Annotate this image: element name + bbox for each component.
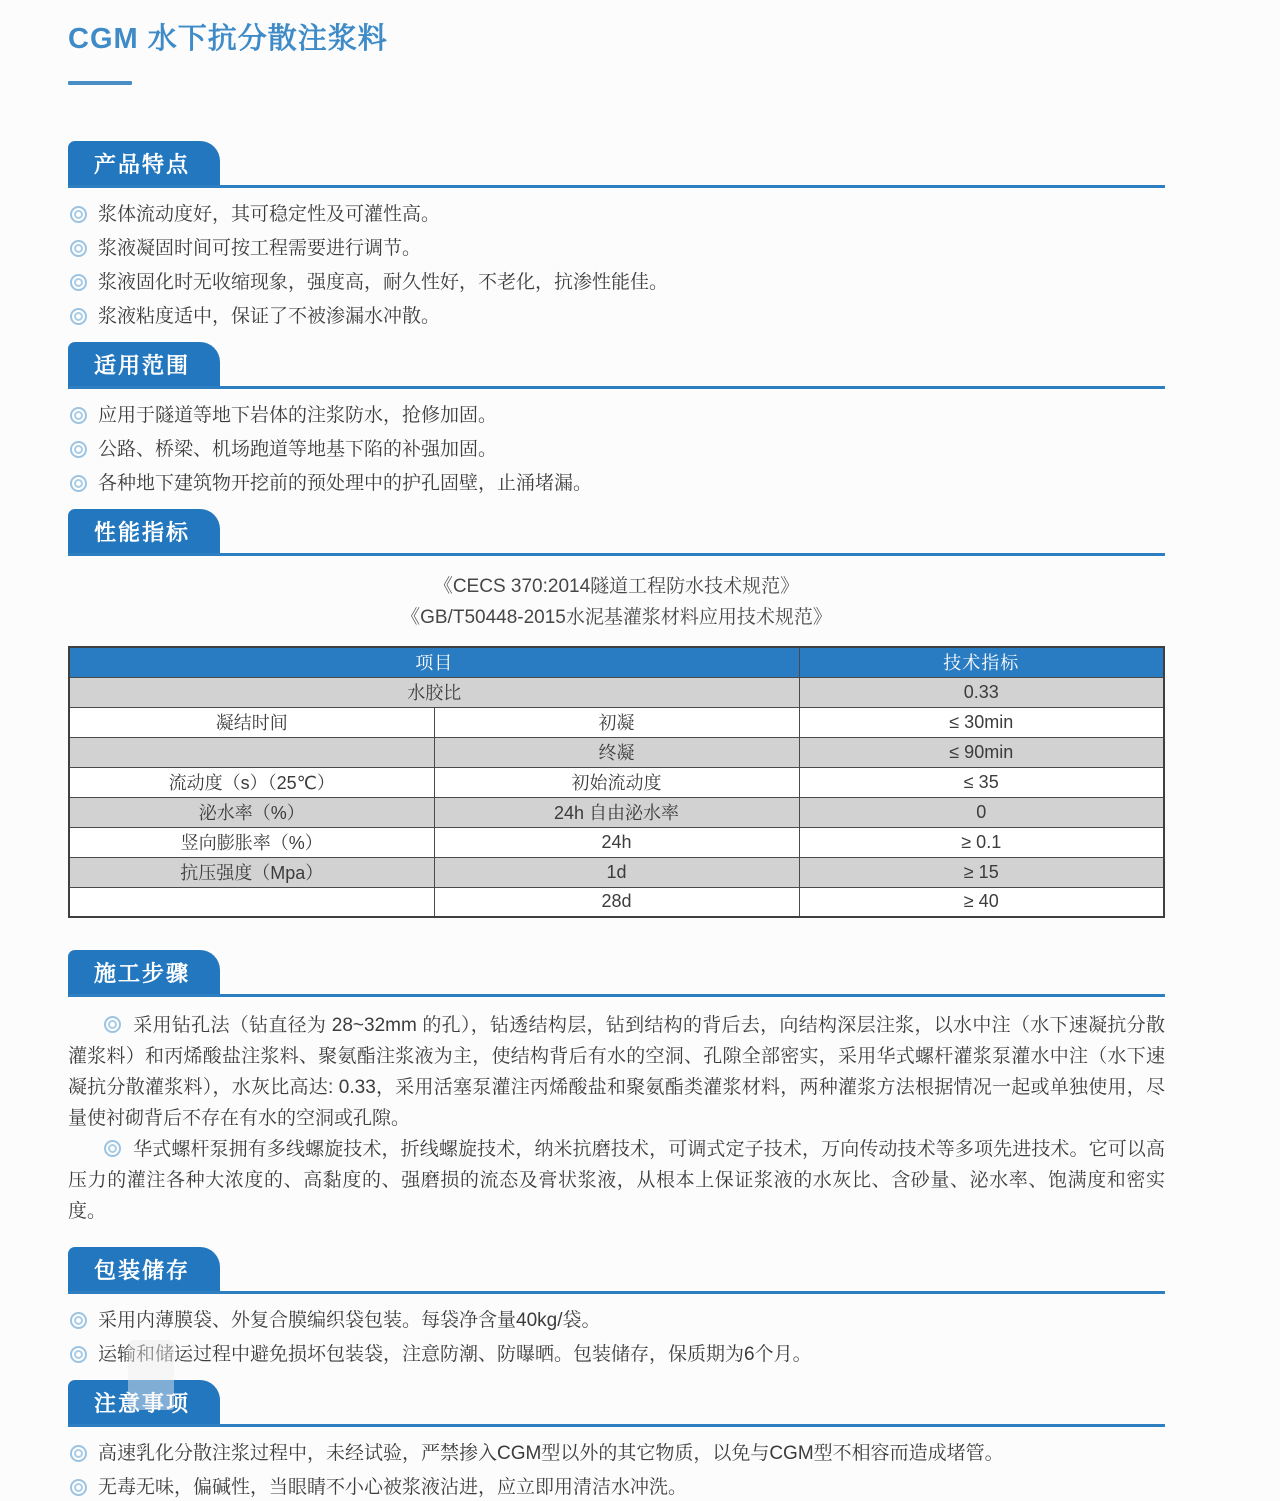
list-item [68, 1441, 1165, 1467]
table-row [69, 887, 1164, 917]
table-cell: ≤ 90min [799, 737, 1164, 767]
list-item [68, 270, 1165, 296]
bullseye-bullet-icon [70, 206, 87, 223]
list-item [68, 236, 1165, 262]
list-item-text: 运输和储运过程中避免损坏包装袋，注意防潮、防曝晒。包装储存，保质期为6个月。 [98, 1344, 812, 1365]
standard-reference-line: 《CECS 370:2014隧道工程防水技术规范》 [433, 576, 800, 597]
table-cell: ≥ 15 [799, 857, 1164, 887]
list-item [68, 1475, 1165, 1501]
list-item-text: 高速乳化分散注浆过程中，未经试验，严禁掺入CGM型以外的其它物质，以免与CGM型不相容而造成堵管。 [98, 1443, 1004, 1464]
construction-paragraphs [68, 997, 1165, 1227]
list-item-text: 浆液粘度适中，保证了不被渗漏水冲散。 [98, 306, 441, 327]
table-cell: ≤ 30min [799, 707, 1164, 737]
table-cell: 1d [434, 857, 799, 887]
table-cell: 24h [434, 827, 799, 857]
bullseye-bullet-icon [70, 1479, 87, 1496]
table-cell: 24h 自由泌水率 [434, 797, 799, 827]
table-cell: 0.33 [799, 677, 1164, 707]
bullseye-bullet-icon [104, 1140, 121, 1157]
section-tab-precautions: 注意事项 [68, 1380, 220, 1424]
precautions-list [68, 1427, 1165, 1501]
bullseye-bullet-icon [70, 1445, 87, 1462]
table-cell: 流动度（s）（25℃） [69, 767, 434, 797]
table-cell: 0 [799, 797, 1164, 827]
table-cell: 凝结时间 [69, 707, 434, 737]
list-item-text: 公路、桥梁、机场跑道等地基下陷的补强加固。 [98, 439, 498, 460]
list-item [68, 1308, 1165, 1334]
bullseye-bullet-icon [70, 1312, 87, 1329]
table-row [69, 857, 1164, 887]
bullseye-bullet-icon [70, 308, 87, 325]
section-tab-scope: 适用范围 [68, 342, 220, 386]
page-title: CGM 水下抗分散注浆料 [68, 23, 388, 55]
table-cell: 初凝 [434, 707, 799, 737]
list-item-text: 无毒无味，偏碱性，当眼睛不小心被浆液沾进，应立即用清洁水冲洗。 [98, 1477, 688, 1498]
section-tab-construction: 施工步骤 [68, 950, 220, 994]
table-cell: 抗压强度（Mpa） [69, 857, 434, 887]
title-underline [68, 81, 132, 85]
standards-references [68, 556, 1165, 646]
bullseye-bullet-icon [70, 407, 87, 424]
list-item-text: 采用内薄膜袋、外复合膜编织袋包装。每袋净含量40kg/袋。 [98, 1310, 601, 1331]
table-row [69, 797, 1164, 827]
section-header-features [68, 141, 1165, 188]
section-header-precautions [68, 1380, 1165, 1427]
table-cell: ≥ 0.1 [799, 827, 1164, 857]
performance-table [68, 646, 1165, 918]
table-row [69, 827, 1164, 857]
bullseye-bullet-icon [70, 1346, 87, 1363]
section-header-construction [68, 950, 1165, 997]
list-item [68, 437, 1165, 463]
section-tab-packaging: 包装储存 [68, 1247, 220, 1291]
paragraph-text: 采用钻孔法（钻直径为 28~32mm 的孔），钻透结构层，钻到结构的背后去，向结构深层注浆，以水中注（水下速凝抗分散灌浆料）和丙烯酸盐注浆料、聚氨酯注浆液为主，使结构背后有水的空洞、孔隙全部密实，采用华式螺杆灌浆泵灌水中注（水下速凝抗分散灌浆料），水灰比高达: 0.33，采用活塞泵灌注丙烯酸盐和聚氨酯类灌浆材料，两种灌浆方法根据情况一起或单独使用，尽量使衬砌背后不存在有水的空洞或孔隙。 [68, 1015, 1165, 1129]
list-item-text: 各种地下建筑物开挖前的预处理中的护孔固壁，止涌堵漏。 [98, 473, 593, 494]
list-item [68, 403, 1165, 429]
packaging-list [68, 1294, 1165, 1368]
table-cell: 竖向膨胀率（%） [69, 827, 434, 857]
table-row [69, 767, 1164, 797]
table-cell [69, 887, 434, 917]
table-cell: 终凝 [434, 737, 799, 767]
table-cell: 28d [434, 887, 799, 917]
features-list [68, 188, 1165, 330]
section-header-packaging [68, 1247, 1165, 1294]
list-item [68, 1342, 1165, 1368]
bullseye-bullet-icon [70, 274, 87, 291]
table-cell: ≥ 40 [799, 887, 1164, 917]
bullseye-bullet-icon [70, 240, 87, 257]
construction-paragraph [68, 1010, 1165, 1134]
list-item [68, 202, 1165, 228]
section-header-scope [68, 342, 1165, 389]
table-row [69, 737, 1164, 767]
table-header-cell: 技术指标 [799, 647, 1164, 677]
bullseye-bullet-icon [70, 475, 87, 492]
paragraph-text: 华式螺杆泵拥有多线螺旋技术，折线螺旋技术，纳米抗磨技术，可调式定子技术，万向传动技术等多项先进技术。它可以高压力的灌注各种大浓度的、高黏度的、强磨损的流态及膏状浆液，从根本上保证浆液的水灰比、含砂量、泌水率、饱满度和密实度。 [68, 1139, 1165, 1222]
scope-list [68, 389, 1165, 497]
bullseye-bullet-icon [70, 441, 87, 458]
list-item-text: 浆体流动度好，其可稳定性及可灌性高。 [98, 204, 441, 225]
section-tab-performance: 性能指标 [68, 509, 220, 553]
table-cell [69, 737, 434, 767]
table-header-row [69, 647, 1164, 677]
table-header-cell: 项目 [69, 647, 799, 677]
table-row [69, 677, 1164, 707]
table-cell: 初始流动度 [434, 767, 799, 797]
table-cell: ≤ 35 [799, 767, 1164, 797]
list-item-text: 应用于隧道等地下岩体的注浆防水，抢修加固。 [98, 405, 498, 426]
bullseye-bullet-icon [104, 1016, 121, 1033]
list-item [68, 471, 1165, 497]
table-row [69, 707, 1164, 737]
table-cell: 泌水率（%） [69, 797, 434, 827]
section-header-performance [68, 509, 1165, 556]
list-item-text: 浆液固化时无收缩现象，强度高，耐久性好，不老化，抗渗性能佳。 [98, 272, 669, 293]
standard-reference-line: 《GB/T50448-2015水泥基灌浆材料应用技术规范》 [401, 607, 832, 628]
table-cell: 水胶比 [69, 677, 799, 707]
section-tab-features: 产品特点 [68, 141, 220, 185]
list-item-text: 浆液凝固时间可按工程需要进行调节。 [98, 238, 422, 259]
list-item [68, 304, 1165, 330]
construction-paragraph [68, 1134, 1165, 1227]
